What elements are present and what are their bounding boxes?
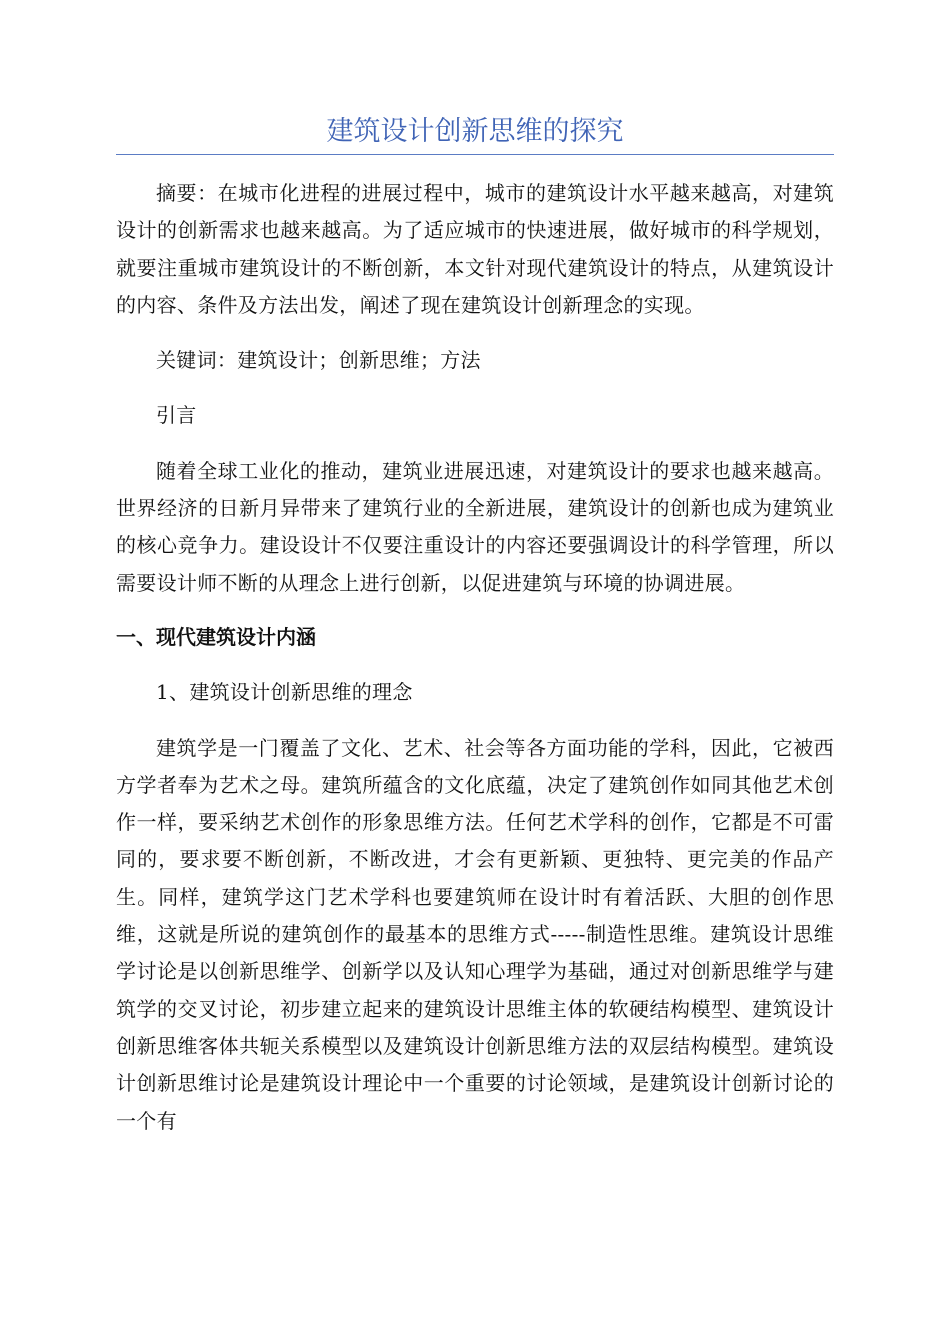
subsection-paragraph: 建筑学是一门覆盖了文化、艺术、社会等各方面功能的学科，因此，它被西方学者奉为艺术之母。建筑所蕴含的文化底蕴，决定了建筑创作如同其他艺术创作一样，要采纳艺术创作的形象思维方法。任何艺术学科的创作，它都是不可雷同的，要求要不断创新，不断改进，才会有更新颖、更独特、更完美的作品产生。同样，建筑学这门艺术学科也要建筑师在设计时有着活跃、大胆的创作思维，这就是所说的建筑创作的最基本的思维方式-----制造性思维。建筑设计思维学讨论是以创新思维学、创新学以及认知心理学为基础，通过对创新思维学与建筑学的交叉讨论，初步建立起来的建筑设计思维主体的软硬结构模型、建筑设计创新思维客体共轭关系模型以及建筑设计创新思维方法的双层结构模型。建筑设计创新思维讨论是建筑设计理论中一个重要的讨论领域，是建筑设计创新讨论的一个有 (116, 735, 834, 1133)
intro-paragraph: 随着全球工业化的推动，建筑业进展迅速，对建筑设计的要求也越来越高。世界经济的日新月异带来了建筑行业的全新进展，建筑设计的创新也成为建筑业的核心竞争力。建设设计不仅要注重设计的内容还要强调设计的科学管理，所以需要设计师不断的从理念上进行创新，以促进建筑与环境的协调进展。 (116, 458, 834, 595)
document-body (116, 175, 834, 1140)
keywords-paragraph: 关键词：建筑设计；创新思维；方法 (156, 348, 481, 373)
document-title: 建筑设计创新思维的探究 (326, 116, 624, 147)
spacer (116, 656, 834, 674)
abstract-paragraph: 摘要：在城市化进程的进展过程中，城市的建筑设计水平越来越高，对建筑设计的创新需求也越来越高。为了适应城市的快速进展，做好城市的科学规划，就要注重城市建筑设计的不断创新，本文针对现代建筑设计的特点，从建筑设计的内容、条件及方法出发，阐述了现在建筑设计创新理念的实现。 (116, 181, 834, 317)
section-heading: 一、现代建筑设计内涵 (116, 624, 316, 649)
title-underline (116, 154, 834, 155)
spacer (116, 602, 834, 619)
spacer (116, 379, 834, 397)
spacer (116, 324, 834, 342)
spacer (116, 435, 834, 453)
intro-heading: 引言 (156, 403, 197, 428)
subsection-heading: 1、建筑设计创新思维的理念 (156, 680, 413, 705)
spacer (116, 712, 834, 730)
